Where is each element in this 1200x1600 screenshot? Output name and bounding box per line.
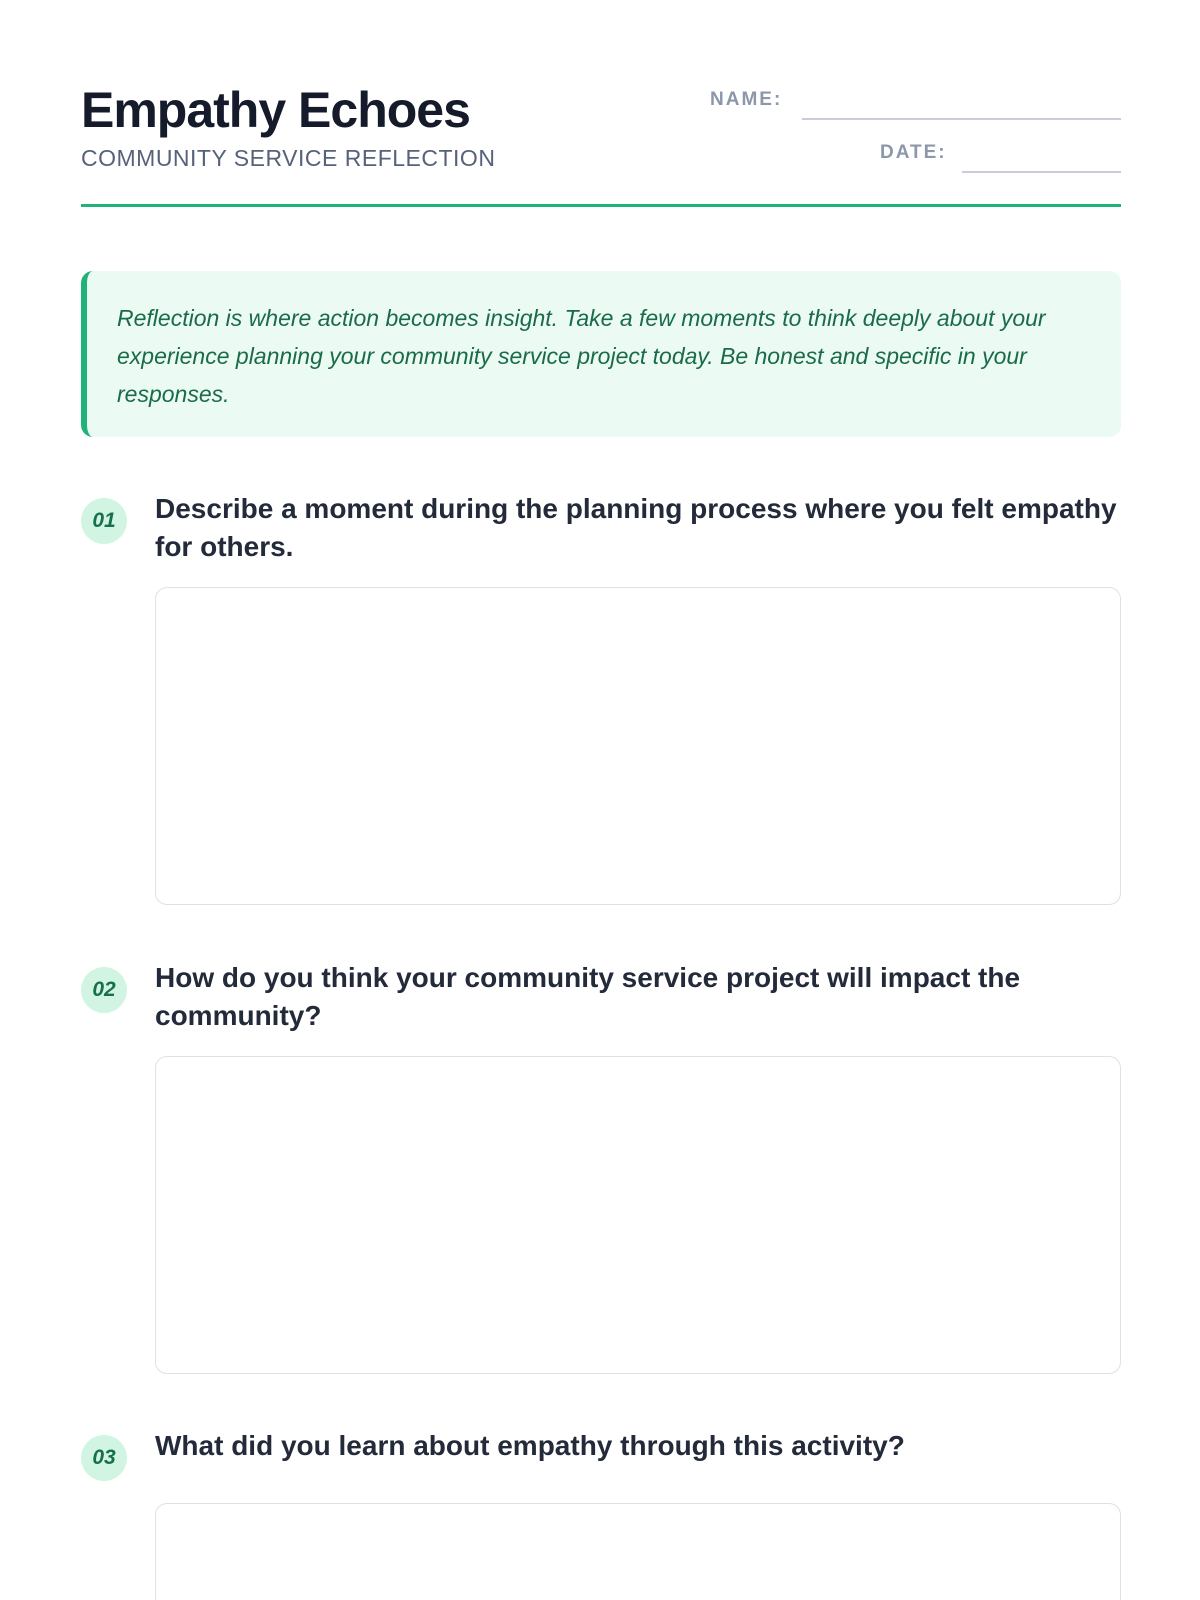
question-1-text: Describe a moment during the planning process where you felt empathy for others. <box>155 493 1117 562</box>
page-subtitle: COMMUNITY SERVICE REFLECTION <box>81 145 496 171</box>
worksheet-header <box>81 80 1121 207</box>
date-label: DATE: <box>880 142 947 163</box>
question-3-number-badge: 03 <box>81 1435 127 1481</box>
question-1-number-badge: 01 <box>81 498 127 544</box>
question-3-answer-box[interactable] <box>155 1503 1121 1600</box>
question-2-number-badge: 02 <box>81 967 127 1013</box>
question-2-answer-box[interactable] <box>155 1056 1121 1374</box>
date-field-line[interactable] <box>962 171 1121 173</box>
intro-callout: Reflection is where action becomes insight. Take a few moments to think deeply about your experience planning your community service project today. Be honest and specific in your responses. <box>81 271 1121 437</box>
name-field-line[interactable] <box>802 118 1121 120</box>
question-3-text: What did you learn about empathy through this activity? <box>155 1430 905 1461</box>
name-label: NAME: <box>710 89 783 110</box>
question-2-text: How do you think your community service project will impact the community? <box>155 962 1021 1031</box>
page-title: Empathy Echoes <box>81 82 470 138</box>
question-1-answer-box[interactable] <box>155 587 1121 905</box>
